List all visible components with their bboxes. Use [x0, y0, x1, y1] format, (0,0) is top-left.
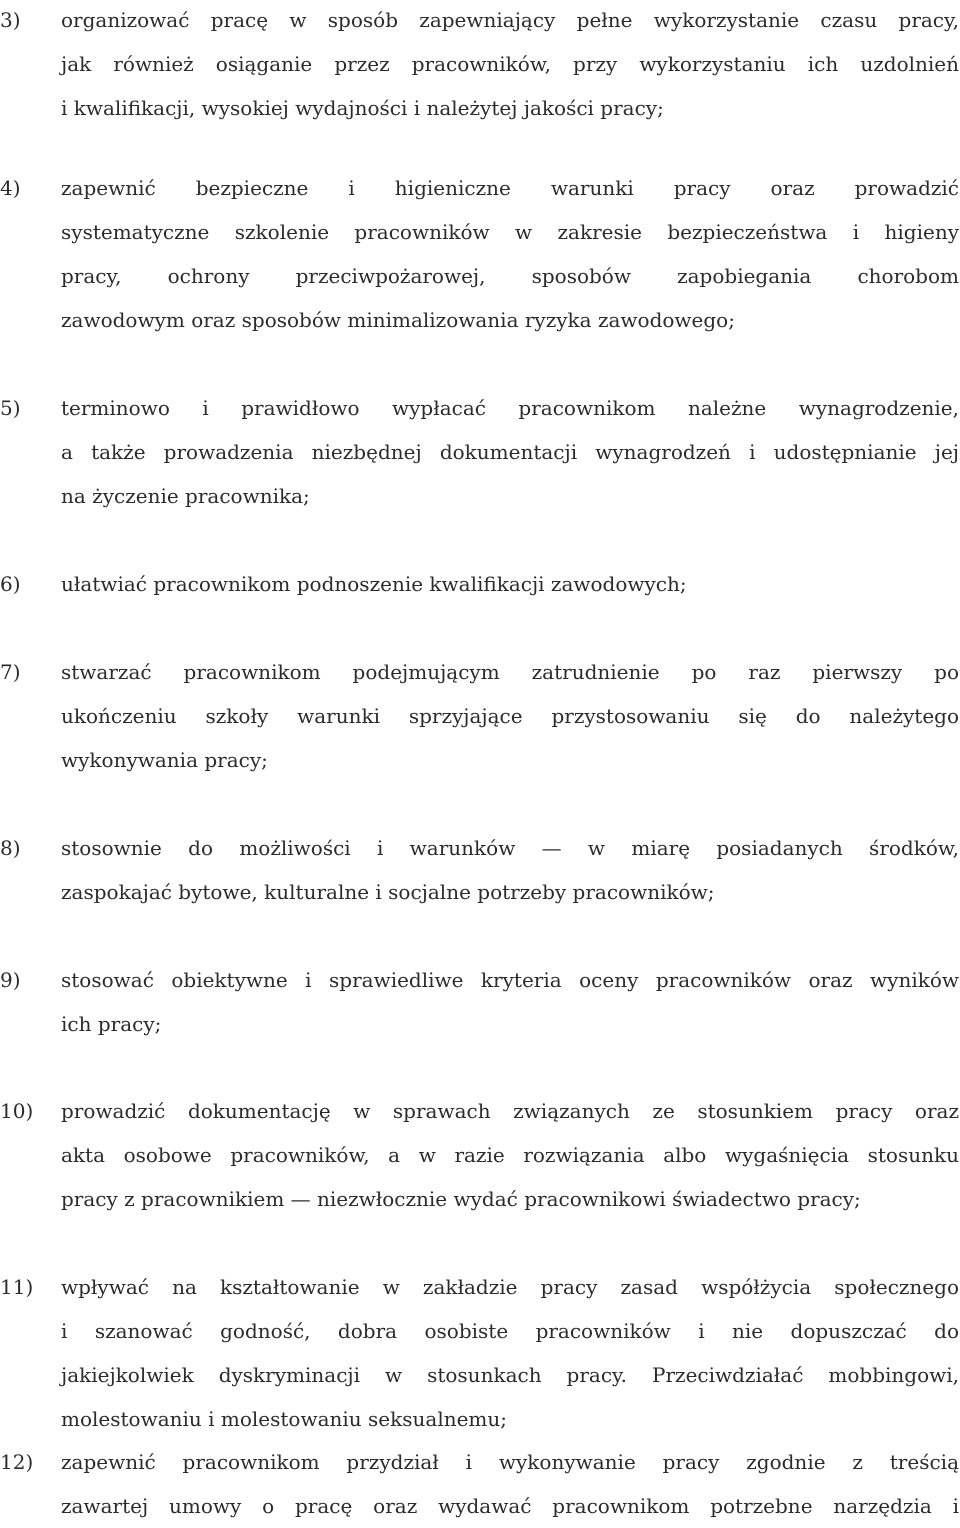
item-text-line: ułatwiać pracownikom podnoszenie kwalifikacji zawodowych;: [61, 572, 687, 596]
item-text-line: zawodowym oraz sposobów minimalizowania ryzyka zawodowego;: [61, 308, 735, 332]
item-number: 10): [0, 1099, 34, 1123]
item-text-line: akta osobowe pracowników, a w razie rozwiązania albo wygaśnięcia stosunku: [61, 1143, 959, 1167]
item-number: 5): [0, 396, 21, 420]
item-number: 3): [0, 8, 21, 32]
item-text-line: jakiejkolwiek dyskryminacji w stosunkach pracy. Przeciwdziałać mobbingowi,: [61, 1363, 959, 1387]
item-number: 8): [0, 836, 21, 860]
item-text-line: wpływać na kształtowanie w zakładzie pracy zasad współżycia społecznego: [61, 1275, 959, 1299]
item-text-line: zapewnić bezpieczne i higieniczne warunki pracy oraz prowadzić: [61, 176, 959, 200]
item-text-line: stosownie do możliwości i warunków — w miarę posiadanych środków,: [61, 836, 959, 860]
item-text-line: i kwalifikacji, wysokiej wydajności i należytej jakości pracy;: [61, 96, 664, 120]
item-text-line: systematyczne szkolenie pracowników w zakresie bezpieczeństwa i higieny: [61, 220, 959, 244]
item-number: 11): [0, 1275, 34, 1299]
item-text-line: a także prowadzenia niezbędnej dokumentacji wynagrodzeń i udostępnianie jej: [61, 440, 959, 464]
item-text-line: ukończeniu szkoły warunki sprzyjające przystosowaniu się do należytego: [61, 704, 959, 728]
item-text-line: stosować obiektywne i sprawiedliwe kryteria oceny pracowników oraz wyników: [61, 968, 959, 992]
item-text-line: prowadzić dokumentację w sprawach związanych ze stosunkiem pracy oraz: [61, 1099, 959, 1123]
item-text-line: pracy, ochrony przeciwpożarowej, sposobów zapobiegania chorobom: [61, 264, 959, 288]
item-number: 6): [0, 572, 21, 596]
item-text-line: jak również osiąganie przez pracowników, przy wykorzystaniu ich uzdolnień: [61, 52, 959, 76]
item-text-line: pracy z pracownikiem — niezwłocznie wydać pracownikowi świadectwo pracy;: [61, 1187, 861, 1211]
item-text-line: organizować pracę w sposób zapewniający pełne wykorzystanie czasu pracy,: [61, 8, 959, 32]
item-text-line: zaspokajać bytowe, kulturalne i socjalne potrzeby pracowników;: [61, 880, 715, 904]
item-number: 7): [0, 660, 21, 684]
item-text-line: terminowo i prawidłowo wypłacać pracownikom należne wynagrodzenie,: [61, 396, 959, 420]
item-text-line: molestowaniu i molestowaniu seksualnemu;: [61, 1407, 508, 1431]
item-number: 12): [0, 1450, 34, 1474]
item-text-line: zapewnić pracownikom przydział i wykonywanie pracy zgodnie z treścią: [61, 1450, 959, 1474]
item-number: 9): [0, 968, 21, 992]
item-text-line: stwarzać pracownikom podejmującym zatrudnienie po raz pierwszy po: [61, 660, 959, 684]
item-text-line: na życzenie pracownika;: [61, 484, 310, 508]
item-text-line: i szanować godność, dobra osobiste pracowników i nie dopuszczać do: [61, 1319, 959, 1343]
item-number: 4): [0, 176, 21, 200]
item-text-line: ich pracy;: [61, 1012, 162, 1036]
item-text-line: wykonywania pracy;: [61, 748, 268, 772]
item-text-line: zawartej umowy o pracę oraz wydawać pracownikom potrzebne narzędzia i: [61, 1494, 959, 1518]
